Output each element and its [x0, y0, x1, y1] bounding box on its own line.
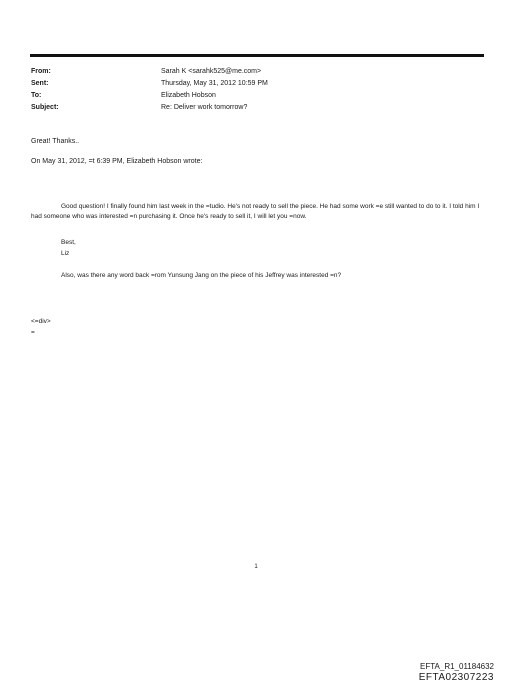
subject-value: Re: Deliver work tomorrow? — [161, 104, 248, 111]
to-row — [31, 90, 491, 102]
header-divider — [30, 54, 484, 57]
sent-value: Thursday, May 31, 2012 10:59 PM — [161, 80, 268, 87]
to-label: To: — [31, 92, 42, 99]
from-value: Sarah K <sarahk525@me.com> — [161, 68, 262, 75]
closing: Best, — [61, 239, 76, 246]
quote-intro: On May 31, 2012, =t 6:39 PM, Elizabeth Hobson wrote: — [31, 158, 203, 165]
greeting: Great! Thanks.. — [31, 138, 80, 145]
sent-row — [31, 78, 491, 90]
from-label: From: — [31, 68, 51, 75]
signature: Liz — [61, 250, 70, 257]
equals-text: = — [31, 329, 35, 336]
email-header — [31, 66, 491, 114]
sent-label: Sent: — [31, 80, 49, 87]
from-row — [31, 66, 491, 78]
subject-row — [31, 102, 491, 114]
subject-label: Subject: — [31, 104, 59, 111]
quoted-paragraph: Good question! I finally found him last week in the =tudio. He's not ready to sell the piece. He had some work =e still wanted to do to it. I told him I had someone who was interested =n purchasing it. Once he's ready to sell it, I will let you =now. — [31, 203, 480, 220]
page-number: 1 — [254, 564, 258, 570]
div-tag-text: <=div> — [31, 318, 51, 325]
document-id-secondary: EFTA02307223 — [418, 672, 494, 683]
to-value: Elizabeth Hobson — [161, 92, 216, 99]
followup-question: Also, was there any word back =rom Yunsung Jang on the piece of his Jeffrey was interested =n? — [61, 272, 342, 279]
document-id-primary: EFTA_R1_01184632 — [420, 662, 494, 671]
